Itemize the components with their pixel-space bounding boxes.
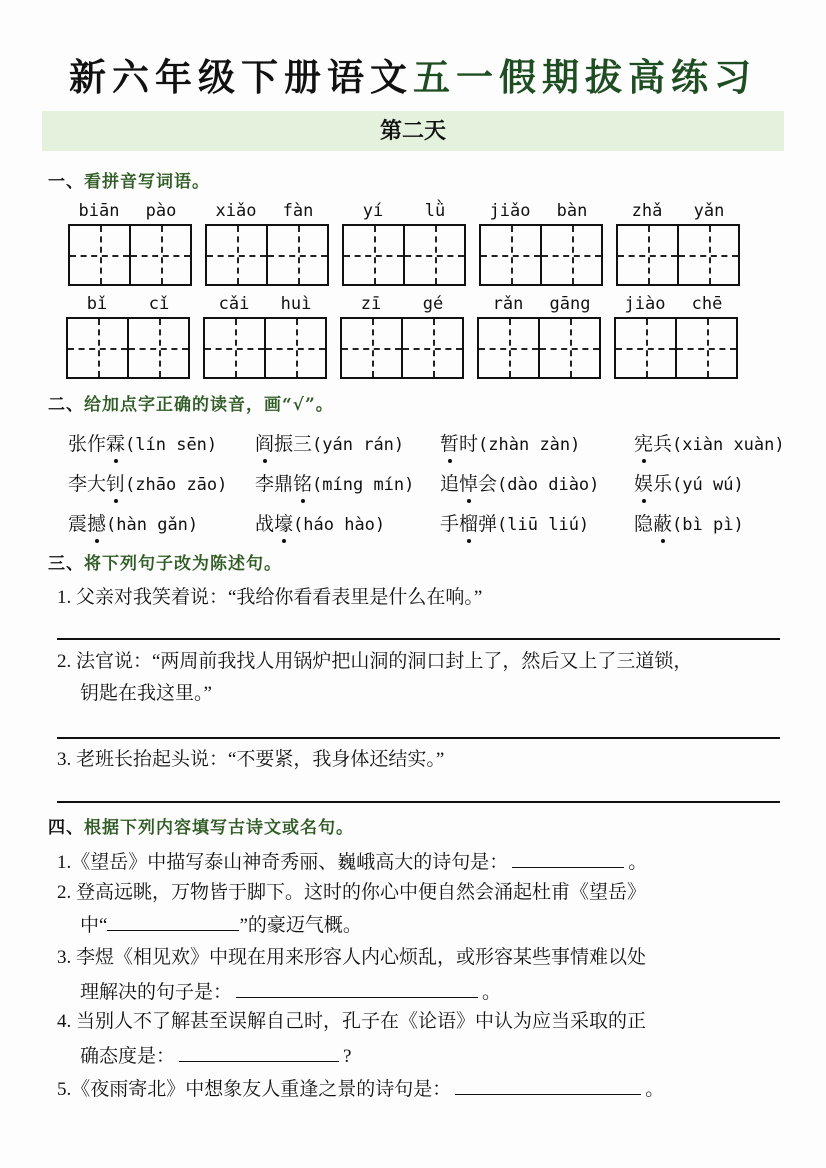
reading-options[interactable]: (lín sēn) bbox=[125, 435, 218, 455]
dotted-character: 娱 bbox=[634, 470, 653, 498]
character-box[interactable] bbox=[342, 319, 401, 377]
reading-options[interactable]: (míng mín) bbox=[312, 475, 415, 495]
pinyin-syllable: gé bbox=[422, 294, 444, 314]
sentence-2-line1: 2. 法官说：“两周前我找人用锅炉把山洞的洞口封上了，然后又上了三道锁， bbox=[57, 651, 693, 672]
pinyin-word bbox=[340, 291, 464, 379]
dotted-character: 钊 bbox=[106, 470, 125, 498]
character-box[interactable] bbox=[481, 226, 540, 284]
poem-q4-end: ? bbox=[343, 1046, 352, 1067]
poem-q2-line2 bbox=[80, 910, 362, 940]
poem-q3-blank[interactable] bbox=[236, 977, 478, 998]
reading-options[interactable]: (yán rán) bbox=[312, 435, 405, 455]
character-box[interactable] bbox=[205, 319, 264, 377]
word-part: 振三 bbox=[274, 433, 313, 455]
reading-options[interactable]: (xiàn xuàn) bbox=[672, 435, 785, 455]
poem-q2-end: ”的豪迈气概。 bbox=[239, 915, 362, 936]
pinyin-labels bbox=[342, 198, 466, 224]
answer-line-2[interactable] bbox=[57, 737, 780, 739]
character-box[interactable] bbox=[538, 319, 599, 377]
reading-item bbox=[68, 470, 227, 499]
pinyin-word bbox=[477, 291, 601, 379]
word-part: 隐 bbox=[634, 513, 654, 535]
word-part: 兵 bbox=[653, 433, 673, 455]
pinyin-word bbox=[203, 291, 327, 379]
poem-q4-text: 确态度是： bbox=[80, 1046, 176, 1067]
section3-number: 三、 bbox=[48, 554, 84, 574]
reading-word bbox=[634, 513, 672, 535]
word-part: 弹 bbox=[478, 513, 498, 535]
character-box[interactable] bbox=[264, 319, 325, 377]
poem-q5-end: 。 bbox=[645, 1079, 665, 1100]
reading-word bbox=[440, 433, 478, 455]
dotted-character: 榴 bbox=[459, 510, 478, 538]
word-part: 张作 bbox=[68, 433, 107, 455]
character-box[interactable] bbox=[618, 226, 677, 284]
dotted-character: 悼 bbox=[459, 470, 478, 498]
tianzige-boxes bbox=[477, 317, 601, 379]
reading-word bbox=[255, 513, 293, 535]
character-box[interactable] bbox=[207, 226, 266, 284]
character-box[interactable] bbox=[266, 226, 327, 284]
poem-q2-blank[interactable] bbox=[107, 910, 239, 931]
character-box[interactable] bbox=[401, 319, 462, 377]
pinyin-labels bbox=[614, 291, 738, 317]
pinyin-syllable: rǎn bbox=[492, 294, 524, 314]
word-part: 李大 bbox=[68, 473, 107, 495]
poem-q1-blank[interactable] bbox=[512, 847, 624, 868]
answer-line-3[interactable] bbox=[57, 801, 780, 803]
pinyin-syllable: xiǎo bbox=[215, 201, 257, 221]
dotted-character: 壕 bbox=[274, 510, 293, 538]
section1-heading bbox=[48, 170, 210, 194]
section3-heading bbox=[48, 552, 282, 576]
section2-number: 二、 bbox=[48, 395, 84, 415]
tianzige-boxes bbox=[205, 224, 329, 286]
reading-options[interactable]: (zhāo zāo) bbox=[125, 475, 228, 495]
pinyin-syllable: zī bbox=[360, 294, 382, 314]
poem-q3-end: 。 bbox=[482, 982, 502, 1003]
character-box[interactable] bbox=[677, 226, 738, 284]
reading-word bbox=[68, 433, 125, 455]
poem-q4-line1: 4. 当别人不了解甚至误解自己时，孔子在《论语》中认为应当采取的正 bbox=[57, 1011, 647, 1032]
sentence-3: 3. 老班长抬起头说：“不要紧，我身体还结实。” bbox=[57, 749, 445, 770]
character-box[interactable] bbox=[127, 319, 188, 377]
dotted-character: 暂 bbox=[440, 430, 459, 458]
pinyin-word bbox=[616, 198, 740, 286]
poem-q2-line1: 2. 登高远眺，万物皆于脚下。这时的你心中便自然会涌起杜甫《望岳》 bbox=[57, 882, 647, 903]
title-holiday: 五一假期拔高练习 bbox=[413, 55, 757, 99]
word-part: 会 bbox=[478, 473, 498, 495]
poem-q4-blank[interactable] bbox=[179, 1041, 339, 1062]
tianzige-boxes bbox=[479, 224, 603, 286]
word-part: 追 bbox=[440, 473, 460, 495]
answer-line-1[interactable] bbox=[57, 638, 780, 640]
pinyin-syllable: jiào bbox=[624, 294, 666, 314]
poem-q5-text: 5.《夜雨寄北》中想象友人重逢之景的诗句是： bbox=[57, 1079, 452, 1100]
pinyin-syllable: chē bbox=[691, 294, 723, 314]
tianzige-boxes bbox=[614, 317, 738, 379]
dotted-character: 阎 bbox=[255, 430, 274, 458]
section2-title: 给加点字正确的读音，画“√”。 bbox=[84, 395, 334, 415]
pinyin-word bbox=[342, 198, 466, 286]
tianzige-boxes bbox=[616, 224, 740, 286]
word-part: 震 bbox=[68, 513, 88, 535]
pinyin-labels bbox=[477, 291, 601, 317]
reading-word bbox=[634, 433, 672, 455]
poem-q1 bbox=[57, 847, 647, 877]
dotted-character: 霖 bbox=[106, 430, 125, 458]
dotted-character: 宪 bbox=[634, 430, 653, 458]
section3-title: 将下列句子改为陈述句。 bbox=[84, 554, 282, 574]
reading-item bbox=[440, 470, 599, 499]
reading-item bbox=[634, 430, 785, 459]
tianzige-boxes bbox=[342, 224, 466, 286]
dotted-character: 蔽 bbox=[653, 510, 672, 538]
reading-item bbox=[68, 510, 198, 539]
section4-heading bbox=[48, 816, 354, 840]
reading-word bbox=[255, 433, 312, 455]
character-box[interactable] bbox=[403, 226, 464, 284]
poem-q1-text: 1.《望岳》中描写泰山神奇秀丽、巍峨高大的诗句是： bbox=[57, 852, 509, 873]
character-box[interactable] bbox=[675, 319, 736, 377]
tianzige-boxes bbox=[340, 317, 464, 379]
poem-q5-blank[interactable] bbox=[455, 1074, 641, 1095]
reading-item bbox=[255, 510, 385, 539]
section2-heading bbox=[48, 393, 334, 417]
title-grade: 新六年级下册语文 bbox=[69, 55, 413, 99]
reading-options[interactable]: (dào diào) bbox=[497, 475, 600, 495]
tianzige-boxes bbox=[66, 317, 190, 379]
reading-options[interactable]: (bì pì) bbox=[672, 515, 744, 535]
pinyin-syllable: zhǎ bbox=[631, 201, 663, 221]
pinyin-word bbox=[66, 291, 190, 379]
pinyin-syllable: huì bbox=[280, 294, 312, 314]
day-banner bbox=[42, 111, 784, 151]
reading-word bbox=[68, 473, 125, 495]
poem-q3-line1: 3. 李煜《相见欢》中现在用来形容人内心烦乱，或形容某些事情难以处 bbox=[57, 947, 647, 968]
pinyin-syllable: cǐ bbox=[148, 294, 170, 314]
reading-word bbox=[440, 513, 497, 535]
day-label: 第二天 bbox=[379, 118, 446, 144]
word-part: 李鼎 bbox=[255, 473, 294, 495]
character-box[interactable] bbox=[616, 319, 675, 377]
reading-item bbox=[440, 510, 589, 539]
section4-title: 根据下列内容填写古诗文或名句。 bbox=[84, 818, 354, 838]
pinyin-syllable: bǐ bbox=[86, 294, 108, 314]
tianzige-boxes bbox=[68, 224, 192, 286]
pinyin-word bbox=[479, 198, 603, 286]
section1-number: 一、 bbox=[48, 172, 84, 192]
poem-q5 bbox=[57, 1074, 664, 1104]
character-box[interactable] bbox=[70, 226, 129, 284]
reading-item bbox=[634, 510, 744, 539]
poem-q3-text: 理解决的句子是： bbox=[80, 982, 233, 1003]
worksheet-title bbox=[0, 52, 826, 102]
sentence-2-line2: 钥匙在我这里。” bbox=[80, 683, 212, 704]
word-part: 时 bbox=[459, 433, 479, 455]
reading-item bbox=[255, 430, 404, 459]
section1-title: 看拼音写词语。 bbox=[84, 172, 210, 192]
dotted-character: 撼 bbox=[87, 510, 106, 538]
pinyin-word bbox=[614, 291, 738, 379]
pinyin-syllable: fàn bbox=[282, 201, 314, 221]
section4-number: 四、 bbox=[48, 818, 84, 838]
pinyin-labels bbox=[203, 291, 327, 317]
reading-options[interactable]: (zhàn zàn) bbox=[478, 435, 581, 455]
pinyin-word bbox=[68, 198, 192, 286]
pinyin-syllable: biān bbox=[78, 201, 120, 221]
pinyin-syllable: yí bbox=[362, 201, 384, 221]
pinyin-labels bbox=[479, 198, 603, 224]
sentence-1: 1. 父亲对我笑着说：“我给你看看表里是什么在响。” bbox=[57, 587, 483, 608]
pinyin-syllable: yǎn bbox=[693, 201, 725, 221]
reading-word bbox=[440, 473, 497, 495]
character-box[interactable] bbox=[344, 226, 403, 284]
tianzige-boxes bbox=[203, 317, 327, 379]
poem-q2-text: 中“ bbox=[80, 915, 108, 936]
reading-word bbox=[634, 473, 672, 495]
character-box[interactable] bbox=[68, 319, 127, 377]
pinyin-syllable: bàn bbox=[556, 201, 588, 221]
character-box[interactable] bbox=[129, 226, 190, 284]
character-box[interactable] bbox=[540, 226, 601, 284]
pinyin-word bbox=[205, 198, 329, 286]
pinyin-syllable: gāng bbox=[549, 294, 591, 314]
word-part: 乐 bbox=[653, 473, 673, 495]
reading-word bbox=[68, 513, 106, 535]
pinyin-labels bbox=[340, 291, 464, 317]
poem-q1-end: 。 bbox=[628, 852, 648, 873]
reading-options[interactable]: (liū liú) bbox=[497, 515, 590, 535]
character-box[interactable] bbox=[479, 319, 538, 377]
word-part: 战 bbox=[255, 513, 275, 535]
pinyin-labels bbox=[68, 198, 192, 224]
poem-q3-line2 bbox=[80, 977, 501, 1007]
reading-item bbox=[68, 430, 217, 459]
reading-item bbox=[255, 470, 414, 499]
pinyin-labels bbox=[616, 198, 740, 224]
word-part: 手 bbox=[440, 513, 460, 535]
pinyin-syllable: cǎi bbox=[218, 294, 250, 314]
reading-options[interactable]: (hàn gǎn) bbox=[106, 515, 199, 535]
pinyin-syllable: jiǎo bbox=[489, 201, 531, 221]
reading-options[interactable]: (háo hào) bbox=[293, 515, 386, 535]
dotted-character: 铭 bbox=[293, 470, 312, 498]
pinyin-syllable: lǜ bbox=[424, 201, 446, 221]
reading-word bbox=[255, 473, 312, 495]
poem-q4-line2 bbox=[80, 1041, 351, 1071]
pinyin-labels bbox=[205, 198, 329, 224]
reading-options[interactable]: (yú wú) bbox=[672, 475, 744, 495]
pinyin-syllable: pào bbox=[145, 201, 177, 221]
reading-item bbox=[440, 430, 580, 459]
pinyin-labels bbox=[66, 291, 190, 317]
reading-item bbox=[634, 470, 744, 499]
